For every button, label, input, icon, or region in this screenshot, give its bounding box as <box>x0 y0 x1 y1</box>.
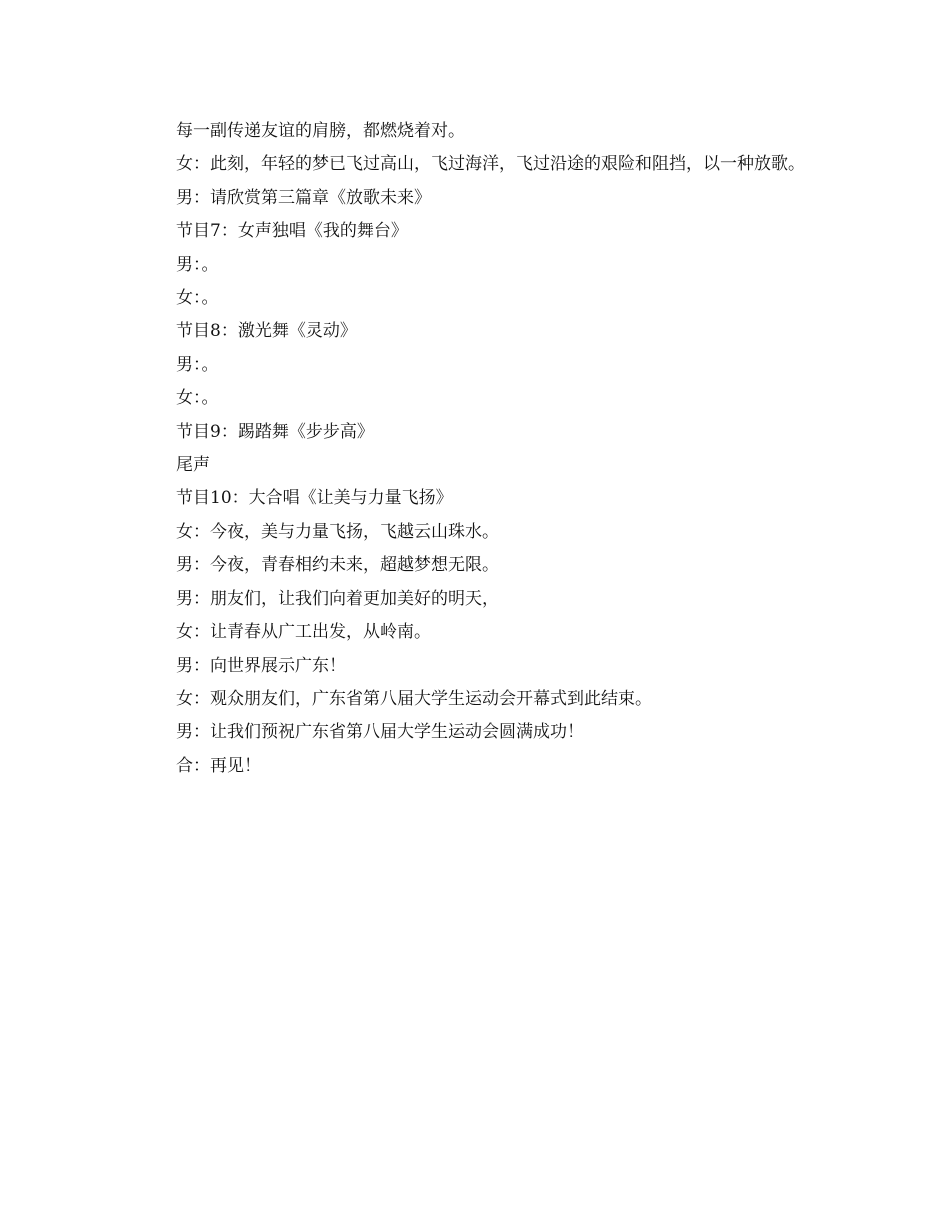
document-body <box>140 115 820 783</box>
paragraph: 男：。 <box>176 254 219 275</box>
paragraph: 男：让我们预祝广东省第八届大学生运动会圆满成功！ <box>176 722 584 743</box>
paragraph: 每一副传递友谊的肩膀，都燃烧着对。 <box>176 121 465 141</box>
paragraph: 女：此刻，年轻的梦已飞过高山，飞过海洋，飞过沿途的艰险和阻挡，以一种放歌。 <box>176 154 805 175</box>
paragraph: 男：向世界展示广东！ <box>176 655 346 676</box>
paragraph: 女：。 <box>176 288 219 309</box>
paragraph: 男：请欣赏第三篇章《放歌未来》 <box>176 187 431 208</box>
paragraph: 节目7：女声独唱《我的舞台》 <box>176 221 408 242</box>
paragraph: 男：朋友们，让我们向着更加美好的明天， <box>176 588 499 609</box>
paragraph: 节目10：大合唱《让美与力量飞扬》 <box>176 488 453 509</box>
paragraph: 节目9：踢踏舞《步步高》 <box>176 421 374 442</box>
paragraph: 女：观众朋友们，广东省第八届大学生运动会开幕式到此结束。 <box>176 688 652 709</box>
paragraph: 女：让青春从广工出发，从岭南。 <box>176 622 431 643</box>
section-heading: 尾声 <box>176 455 210 476</box>
paragraph: 节目8：激光舞《灵动》 <box>176 321 357 342</box>
paragraph: 男：。 <box>176 354 219 375</box>
paragraph: 女：。 <box>176 388 219 409</box>
paragraph: 合：再见！ <box>176 755 261 776</box>
paragraph: 女：今夜，美与力量飞扬，飞越云山珠水。 <box>176 521 499 542</box>
paragraph: 男：今夜，青春相约未来，超越梦想无限。 <box>176 555 499 576</box>
